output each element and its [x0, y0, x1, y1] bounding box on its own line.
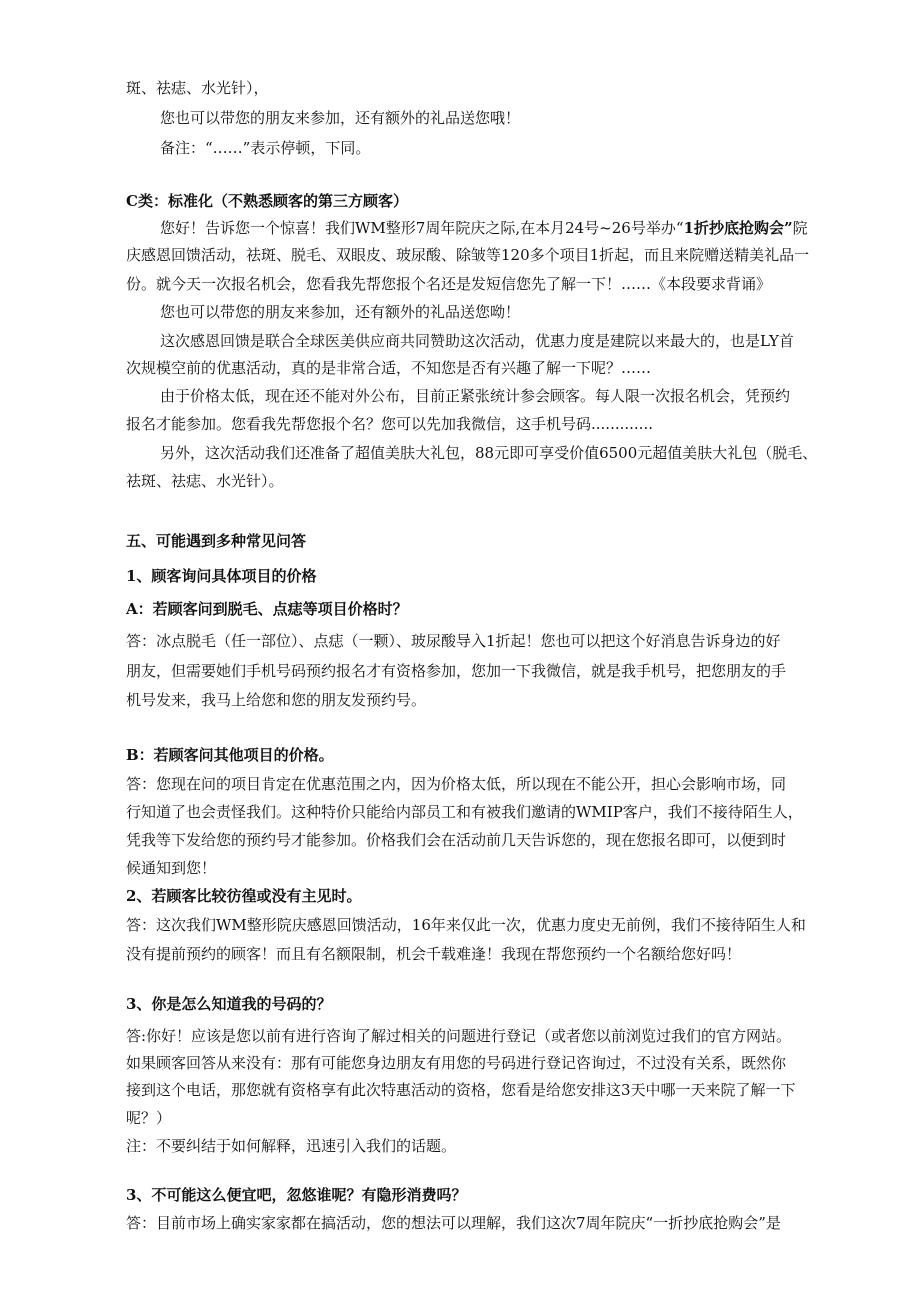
- question-heading: 3、不可能这么便宜吧，忽悠谁呢？有隐形消费吗？: [126, 1186, 467, 1204]
- text-line: 答：冰点脱毛（任一部位）、点痣（一颗）、玻尿酸导入1折起！您也可以把这个好消息告诉身边的好: [126, 632, 781, 650]
- text-line: 报名才能参加。您看我先帮您报个名？您可以先加我微信，这手机号码.............: [126, 415, 653, 433]
- text-line: 答：目前市场上确实家家都在搞活动，您的想法可以理解，我们这次7周年院庆“一折抄底抢购会”是: [126, 1214, 781, 1232]
- text-line: 机号发来，我马上给您和您的朋友发预约号。: [126, 691, 427, 709]
- text-line: 次规模空前的优惠活动，真的是非常合适，不知您是否有兴趣了解一下呢？……: [126, 359, 652, 377]
- text-line: 答:你好！应该是您以前有进行咨询了解过相关的问题进行登记（或者您以前浏览过我们的官方网站。: [126, 1027, 792, 1045]
- text-line: 呢？）: [126, 1109, 172, 1127]
- question-heading: 2、若顾客比较彷徨或没有主见时。: [126, 887, 362, 905]
- subsection-heading: 1、顾客询问具体项目的价格: [126, 567, 317, 585]
- text-line: 您好！告诉您一个惊喜！我们WM整形7周年院庆之际,在本月24号~26号举办“1折抄底抢购会”院: [160, 219, 808, 237]
- text-line: 您也可以带您的朋友来参加，还有额外的礼品送您哦！: [160, 109, 521, 127]
- event-name: 1折抄底抢购会”: [683, 219, 793, 237]
- text-line: 另外，这次活动我们还准备了超值美肤大礼包，88元即可享受价值6500元超值美肤大礼包（脱毛、: [160, 444, 818, 462]
- text-line: 接到这个电话，那您就有资格享有此次特惠活动的资格，您看是给您安排这3天中哪一天来院了解一下: [126, 1081, 796, 1099]
- section-heading: C类：标准化（不熟悉顾客的第三方顾客）: [126, 192, 408, 210]
- section-heading: 五、可能遇到多种常见问答: [126, 532, 307, 550]
- note-line: 注：不要纠结于如何解释，迅速引入我们的话题。: [126, 1137, 457, 1155]
- text-line: 由于价格太低，现在还不能对外公布，目前正紧张统计参会顾客。每人限一次报名机会，凭预约: [160, 387, 791, 405]
- text-line: 答：这次我们WM整形院庆感恩回馈活动，16年来仅此一次，优惠力度史无前例，我们不接待陌生人和: [126, 916, 806, 934]
- text-line: 行知道了也会责怪我们。这种特价只能给内部员工和有被我们邀请的WMIP客户，我们不接待陌生人，: [126, 803, 803, 821]
- text-line: 朋友，但需要她们手机号码预约报名才有资格参加，您加一下我微信，就是我手机号，把您朋友的手: [126, 662, 787, 680]
- text-line: 备注：“……”表示停顿，下同。: [160, 139, 371, 157]
- question-heading: B：若顾客问其他项目的价格。: [126, 746, 334, 764]
- text-line: 斑、祛痣、水光针），: [126, 79, 269, 97]
- question-heading: 3、你是怎么知道我的号码的？: [126, 995, 332, 1013]
- text-line: 这次感恩回馈是联合全球医美供应商共同赞助这次活动，优惠力度是建院以来最大的，也是LY首: [160, 332, 794, 350]
- text-line: 候通知到您！: [126, 859, 217, 877]
- text-line: 没有提前预约的顾客！而且有名额限制，机会千载难逢！我现在帮您预约一个名额给您好吗！: [126, 945, 742, 963]
- text-line: 份。就今天一次报名机会，您看我先帮您报个名还是发短信您先了解一下！……《本段要求背诵》: [126, 275, 772, 293]
- text-line: 祛斑、祛痣、水光针）。: [126, 472, 284, 490]
- text-line: 您也可以带您的朋友来参加，还有额外的礼品送您呦！: [160, 303, 521, 321]
- text-line: 答：您现在问的项目肯定在优惠范围之内，因为价格太低，所以现在不能公开，担心会影响市场，同: [126, 775, 787, 793]
- text-line: 凭我等下发给您的预约号才能参加。价格我们会在活动前几天告诉您的，现在您报名即可，以便到时: [126, 831, 787, 849]
- text-line: 庆感恩回馈活动，祛斑、脱毛、双眼皮、玻尿酸、除皱等120多个项目1折起，而且来院赠送精美礼品一: [126, 246, 810, 264]
- question-heading: A：若顾客问到脱毛、点痣等项目价格时？: [126, 600, 408, 618]
- text-line: 如果顾客回答从来没有：那有可能您身边朋友有用您的号码进行登记咨询过，不过没有关系，既然你: [126, 1054, 787, 1072]
